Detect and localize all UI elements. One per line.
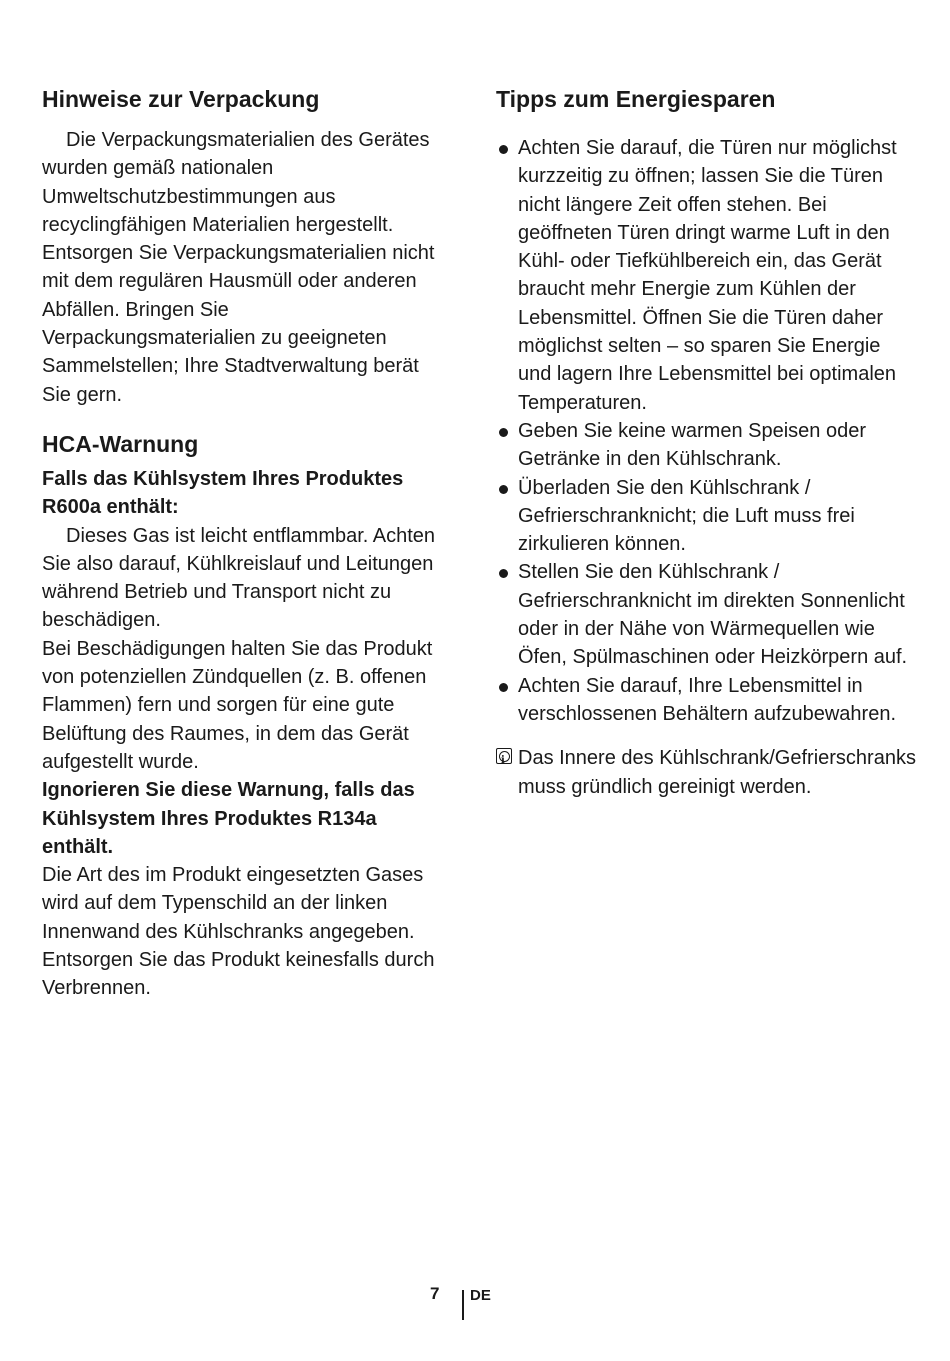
hca-paragraph-3: Die Art des im Produkt eingesetzten Gases wird auf dem Typenschild an der linken Innenwand des Kühlschranks angegeben. [42,864,424,943]
info-note-text: Das Innere des Kühlschrank/Gefrierschranks muss gründlich gereinigt werden. [518,747,916,798]
packaging-title: Hinweise zur Verpackung [42,86,320,112]
info-icon [496,748,512,764]
list-item: Geben Sie keine warmen Speisen oder Getränke in den Kühlschrank. [496,417,916,474]
energy-title: Tipps zum Energiesparen [496,86,776,112]
hca-bold-intro: Falls das Kühlsystem Ihres Produktes R600a enthält: [42,467,404,519]
list-item: Stellen Sie den Kühlschrank / Gefrierschranknicht im direkten Sonnenlicht oder in der Nähe von Wärmequellen wie Öfen, Spülmaschinen oder Heizkörpern auf. [496,558,916,671]
left-column [42,84,442,1003]
list-item: Überladen Sie den Kühlschrank / Gefrierschranknicht; die Luft muss frei zirkulieren können. [496,474,916,559]
hca-bold-warning: Ignorieren Sie diese Warnung, falls das Kühlsystem Ihres Produktes R134a enthält. [42,779,415,858]
energy-tips-list [496,134,916,728]
page-number: 7 [430,1284,440,1303]
hca-paragraph-1: Dieses Gas ist leicht entflammbar. Achten Sie also darauf, Kühlkreislauf und Leitungen während Betrieb und Transport nicht zu beschädigen. [42,524,436,632]
right-column [496,84,916,801]
page-footer [430,1284,530,1324]
language-code: DE [470,1287,491,1304]
hca-title: HCA-Warnung [42,430,199,457]
hca-paragraph-2: Bei Beschädigungen halten Sie das Produkt von potenziellen Zündquellen (z. B. offenen Flammen) fern und sorgen für eine gute Belüftung des Raumes, in dem das Gerät aufgestellt wurde. [42,637,433,773]
footer-divider [462,1290,464,1320]
packaging-paragraph: Die Verpackungsmaterialien des Gerätes wurden gemäß nationalen Umweltschutzbestimmungen aus recyclingfähigen Materialien hergestellt. Entsorgen Sie Verpackungsmaterialien nicht mit dem regulären Hausmüll oder anderen Abfällen. Bringen Sie Verpackungsmaterialien zu geeigneten Sammelstellen; Ihre Stadtverwaltung berät Sie gern. [42,129,435,406]
list-item: Achten Sie darauf, die Türen nur möglichst kurzzeitig zu öffnen; lassen Sie die Türen nicht längere Zeit offen stehen. Bei geöffneten Türen dringt warme Luft in den Kühl- oder Tiefkühlbereich ein, das Gerät braucht mehr Energie zum Kühlen der Lebensmittel. Öffnen Sie die Türen daher möglichst selten – so sparen Sie Energie und lagern Ihre Lebensmittel bei optimalen Temperaturen. [496,134,916,417]
hca-paragraph-4: Entsorgen Sie das Produkt keinesfalls durch Verbrennen. [42,949,435,1000]
info-note [496,744,916,801]
list-item: Achten Sie darauf, Ihre Lebensmittel in verschlossenen Behältern aufzubewahren. [496,672,916,729]
